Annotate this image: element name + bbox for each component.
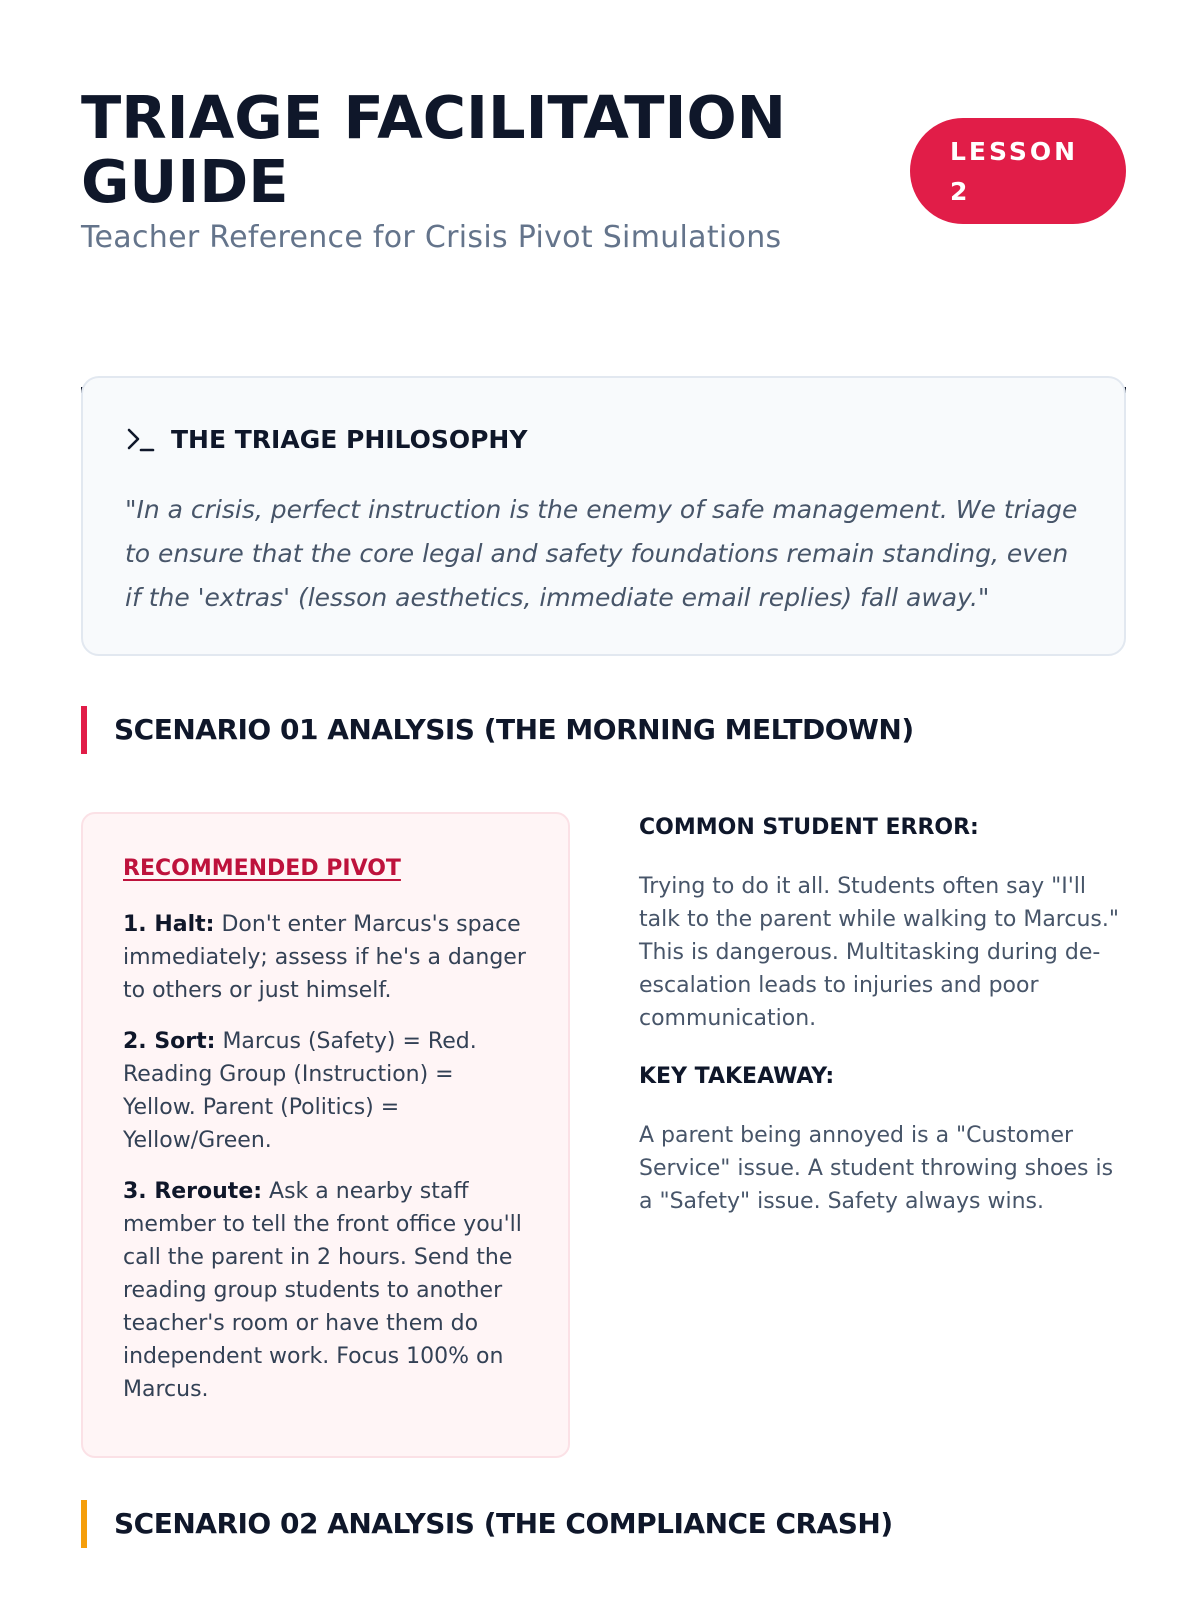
terminal-prompt-icon: [125, 424, 155, 454]
scenario-02-accent-bar: [81, 1500, 87, 1548]
document-page: [81, 0, 1126, 1600]
page-title: TRIAGE FACILITATION GUIDE: [81, 83, 787, 216]
lesson-badge: LESSON 2: [910, 118, 1126, 224]
pivot-step-text: Don't enter Marcus's space immediately; assess if he's a danger to others or just himself.: [123, 912, 526, 1003]
scenario-02-heading: [81, 1500, 1126, 1548]
recommended-pivot-card: [81, 812, 570, 1458]
philosophy-header: [125, 422, 527, 456]
philosophy-callout: [81, 376, 1126, 656]
scenario-01-notes: [639, 812, 1126, 1218]
page-subtitle: Teacher Reference for Crisis Pivot Simulations: [81, 220, 782, 255]
recommended-pivot-label: RECOMMENDED PIVOT: [123, 856, 401, 881]
philosophy-title: THE TRIAGE PHILOSOPHY: [171, 424, 528, 454]
scenario-01-title: SCENARIO 01 ANALYSIS (THE MORNING MELTDOWN): [114, 713, 914, 746]
common-error-text: Trying to do it all. Students often say "I'll talk to the parent while walking to Marcus." This is dangerous. Multitasking during de-escalation leads to injuries and poor communication.: [639, 874, 1119, 1031]
pivot-step-text: Marcus (Safety) = Red. Reading Group (Instruction) = Yellow. Parent (Politics) = Yellow/Green.: [123, 1029, 477, 1153]
pivot-step-label: 1. Halt:: [123, 912, 215, 937]
scenario-02-title: SCENARIO 02 ANALYSIS (THE COMPLIANCE CRASH): [114, 1507, 893, 1540]
pivot-step-label: 2. Sort:: [123, 1029, 216, 1054]
philosophy-quote: "In a crisis, perfect instruction is the enemy of safe management. We triage to ensure that the core legal and safety foundations remain standing, even if the 'extras' (lesson aesthetics, immediate email replies) fall away.": [125, 495, 1078, 612]
key-takeaway-text: A parent being annoyed is a "Customer Service" issue. A student throwing shoes is a "Safety" issue. Safety always wins.: [639, 1123, 1114, 1214]
pivot-step-label: 3. Reroute:: [123, 1179, 263, 1204]
scenario-01-accent-bar: [81, 706, 87, 754]
pivot-step-sort: [123, 1025, 533, 1157]
pivot-step-halt: [123, 908, 533, 1007]
pivot-step-reroute: [123, 1175, 533, 1406]
scenario-01-heading: [81, 706, 1126, 754]
pivot-steps-list: [123, 908, 533, 1424]
common-error-heading: COMMON STUDENT ERROR:: [639, 815, 979, 840]
pivot-step-text: Ask a nearby staff member to tell the front office you'll call the parent in 2 hours. Send the reading group students to another teacher's room or have them do independent work. Focus 100% on Marcus.: [123, 1179, 522, 1402]
document-header: [81, 83, 1126, 310]
key-takeaway-heading: KEY TAKEAWAY:: [639, 1064, 835, 1089]
